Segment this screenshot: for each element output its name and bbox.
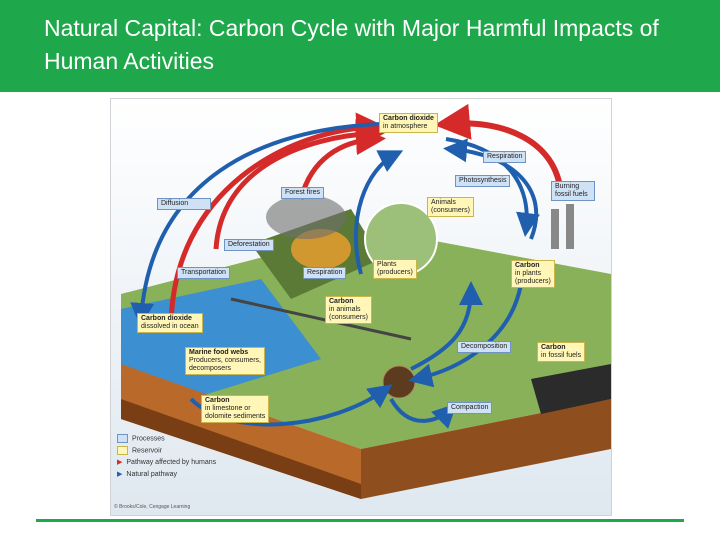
decomposition-label: Decomposition — [457, 341, 511, 353]
marine-food-webs-sub1: Producers, consumers, — [189, 357, 261, 364]
smokestack — [566, 204, 574, 249]
co2-ocean-box — [137, 313, 203, 333]
co2-ocean-title: Carbon dioxide — [141, 315, 192, 322]
marine-food-webs-sub2: decomposers — [189, 365, 232, 372]
legend-natural-pathway — [117, 470, 177, 480]
transportation-label: Transportation — [177, 267, 230, 279]
diffusion-label: Diffusion — [157, 198, 211, 210]
carbon-in-limestone-sub2: dolomite sediments — [205, 413, 266, 420]
legend-reservoir — [117, 446, 162, 456]
carbon-cycle-figure — [110, 98, 612, 516]
carbon-in-plants-box — [511, 260, 555, 288]
blue-arrow-icon: ▶ — [117, 471, 123, 478]
compaction-label: Compaction — [447, 402, 492, 414]
decomposer-circle — [383, 366, 415, 398]
carbon-in-animals-title: Carbon — [329, 298, 354, 305]
plants-title: Plants — [377, 261, 397, 268]
red-arrow-icon: ▶ — [117, 459, 123, 466]
animals-sub: (consumers) — [431, 207, 470, 214]
legend-reservoir-swatch — [117, 446, 128, 455]
co2-atmosphere-box — [379, 113, 438, 133]
deforestation-label: Deforestation — [224, 239, 274, 251]
carbon-in-animals-sub1: in animals — [329, 306, 361, 313]
legend — [117, 434, 247, 490]
smoke — [266, 195, 346, 239]
plants-sub: (producers) — [377, 269, 413, 276]
co2-atmosphere-sub: in atmosphere — [383, 123, 428, 130]
slide-title: Natural Capital: Carbon Cycle with Major Harmful Impacts of Human Activities — [44, 15, 659, 74]
bottom-rule — [36, 519, 684, 522]
plants-box — [373, 259, 417, 279]
carbon-in-limestone-sub1: in limestone or — [205, 405, 251, 412]
carbon-in-plants-sub1: in plants — [515, 270, 542, 277]
marine-food-webs-box — [185, 347, 265, 375]
respiration-label: Respiration — [483, 151, 526, 163]
carbon-in-animals-box — [325, 296, 372, 324]
legend-processes — [117, 434, 165, 444]
carbon-in-fossil-fuels-box — [537, 342, 585, 362]
respiration-mid-label: Respiration — [303, 267, 346, 279]
animals-title: Animals — [431, 199, 456, 206]
carbon-in-limestone-box — [201, 395, 269, 423]
legend-human-pathway — [117, 458, 216, 468]
forest-fires-label: Forest fires — [281, 187, 324, 199]
carbon-in-fossil-fuels-sub: in fossil fuels — [541, 352, 582, 359]
smokestack — [551, 209, 559, 249]
co2-ocean-sub: dissolved in ocean — [141, 323, 199, 330]
figure-credit: © Brooks/Cole, Cengage Learning — [114, 504, 191, 510]
marine-food-webs-title: Marine food webs — [189, 349, 249, 356]
carbon-in-plants-sub2: (producers) — [515, 278, 551, 285]
carbon-in-limestone-title: Carbon — [205, 397, 230, 404]
legend-processes-label: Processes — [132, 435, 165, 443]
legend-reservoir-label: Reservoir — [132, 447, 162, 455]
animals-box — [427, 197, 474, 217]
photosynthesis-label: Photosynthesis — [455, 175, 510, 187]
title-bar — [0, 0, 720, 92]
burning-fossil-fuels-label: Burning fossil fuels — [551, 181, 595, 201]
legend-process-swatch — [117, 434, 128, 443]
co2-atmosphere-title: Carbon dioxide — [383, 115, 434, 122]
carbon-in-fossil-fuels-title: Carbon — [541, 344, 566, 351]
legend-human-pathway-label: Pathway affected by humans — [126, 459, 217, 466]
carbon-in-animals-sub2: (consumers) — [329, 314, 368, 321]
legend-natural-pathway-label: Natural pathway — [126, 471, 177, 478]
carbon-in-plants-title: Carbon — [515, 262, 540, 269]
